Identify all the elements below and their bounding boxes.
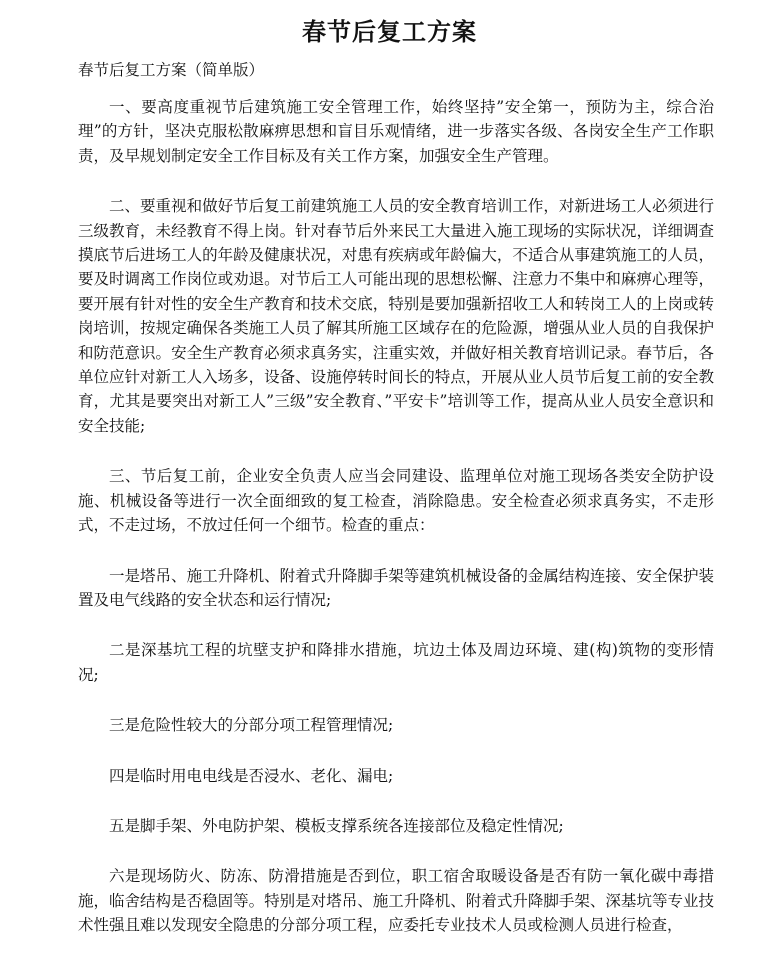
paragraph-9: 六是现场防火、防冻、防滑措施是否到位，职工宿舍取暖设备是否有防一氧化碳中毒措施，临舍结构是否稳固等。特别是对塔吊、施工升降机、附着式升降脚手架、深基坑等专业技术性强且难以发现安全隐患的分部分项工程，应委托专业技术人员或检测人员进行检查，: [78, 867, 714, 935]
paragraph-7: 四是临时用电电线是否浸水、老化、漏电;: [109, 766, 394, 785]
paragraph-5: 二是深基坑工程的坑壁支护和降排水措施，坑边土体及周边环境、建(构)筑物的变形情况;: [78, 641, 714, 684]
paragraph-1: 一、要高度重视节后建筑施工安全管理工作，始终坚持”安全第一，预防为主，综合治理”的方针，坚决克服松散麻痹思想和盲目乐观情绪，进一步落实各级、各岗安全生产工作职责，及早规划制定安全工作目标及有关工作方案，加强安全生产管理。: [78, 98, 714, 165]
document-subtitle: 春节后复工方案（简单版）: [78, 61, 265, 79]
paragraph-8: 五是脚手架、外电防护架、模板支撑系统各连接部位及稳定性情况;: [109, 816, 564, 835]
paragraph-6: 三是危险性较大的分部分项工程管理情况;: [109, 716, 394, 735]
paragraph-3: 三、节后复工前，企业安全负责人应当会同建设、监理单位对施工现场各类安全防护设施、机械设备等进行一次全面细致的复工检查，消除隐患。安全检查必须求真务实，不走形式，不走过场，不放过任何一个细节。检查的重点：: [78, 467, 714, 535]
paragraph-2: 二、要重视和做好节后复工前建筑施工人员的安全教育培训工作，对新进场工人必须进行三级教育，未经教育不得上岗。针对春节后外来民工大量进入施工现场的实际状况，详细调查摸底节后进场工人的年龄及健康状况，对患有疾病或年龄偏大，不适合从事建筑施工的人员，要及时调离工作岗位或劝退。对节后工人可能出现的思想松懈、注意力不集中和麻痹心理等，要开展有针对性的安全生产教育和技术交底，特别是要加强新招收工人和转岗工人的上岗或转岗培训，按规定确保各类施工人员了解其所施工区域存在的危险源，增强从业人员的自我保护和防范意识。安全生产教育必须求真务实，注重实效，并做好相关教育培训记录。春节后，各单位应针对新工人入场多，设备、设施停转时间长的特点，开展从业人员节后复工前的安全教育，尤其是要突出对新工人”三级”安全教育、”平安卡”培训等工作，提高从业人员安全意识和安全技能;: [78, 197, 714, 435]
document-title: 春节后复工方案: [302, 17, 477, 46]
document-body: [78, 95, 714, 964]
paragraph-4: 一是塔吊、施工升降机、附着式升降脚手架等建筑机械设备的金属结构连接、安全保护装置及电气线路的安全状态和运行情况;: [78, 566, 714, 609]
